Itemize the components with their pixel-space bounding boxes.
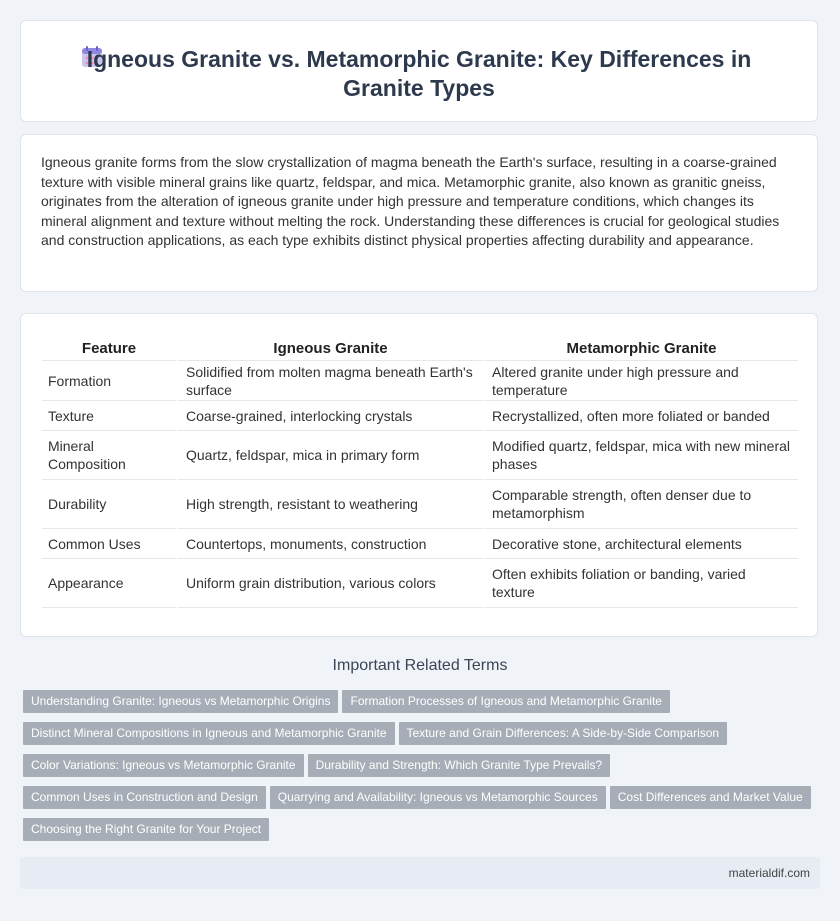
related-term-tag[interactable]: Texture and Grain Differences: A Side-by-Side Comparison [399,722,728,745]
related-terms-list [23,690,823,850]
table-row [42,401,798,431]
table-row [42,361,798,401]
related-term-tag[interactable]: Quarrying and Availability: Igneous vs Metamorphic Sources [270,786,606,809]
table-cell-metamorphic: Modified quartz, feldspar, mica with new mineral phases [482,431,798,480]
table-row [42,529,798,559]
table-cell-feature: Common Uses [42,529,176,559]
footer [20,857,820,889]
table-cell-feature: Appearance [42,559,176,608]
table-cell-metamorphic: Decorative stone, architectural elements [482,529,798,559]
related-terms-heading: Important Related Terms [332,657,508,674]
table-cell-metamorphic: Recrystallized, often more foliated or banded [482,401,798,431]
table-row [42,480,798,529]
related-term-tag[interactable]: Choosing the Right Granite for Your Project [23,818,269,841]
header-card [20,20,818,122]
table-cell-feature: Mineral Composition [42,431,176,480]
footer-site-link[interactable]: materialdif.com [728,866,810,880]
table-cell-feature: Durability [42,480,176,529]
table-cell-igneous: Uniform grain distribution, various colors [176,559,482,608]
related-term-tag[interactable]: Durability and Strength: Which Granite Type Prevails? [308,754,611,777]
column-header-igneous: Igneous Granite [176,334,482,361]
table-cell-metamorphic: Altered granite under high pressure and temperature [482,361,798,401]
table-cell-igneous: Solidified from molten magma beneath Earth's surface [176,361,482,401]
table-cell-igneous: Quartz, feldspar, mica in primary form [176,431,482,480]
table-cell-metamorphic: Often exhibits foliation or banding, varied texture [482,559,798,608]
table-header-row [42,334,798,361]
table-cell-feature: Formation [42,361,176,401]
intro-paragraph: Igneous granite forms from the slow crystallization of magma beneath the Earth's surface, resulting in a coarse-grained texture with visible mineral grains like quartz, feldspar, and mica. Metamorphic granite, also known as granitic gneiss, originates from the alteration of igneous granite under high pressure and temperature conditions, which changes its mineral alignment and texture without melting the rock. Understanding these differences is crucial for geological studies and construction applications, as each type exhibits distinct physical properties affecting durability and appearance. [41,154,780,249]
related-term-tag[interactable]: Understanding Granite: Igneous vs Metamorphic Origins [23,690,338,713]
table-cell-feature: Texture [42,401,176,431]
table-cell-metamorphic: Comparable strength, often denser due to metamorphism [482,480,798,529]
table-cell-igneous: Countertops, monuments, construction [176,529,482,559]
related-term-tag[interactable]: Formation Processes of Igneous and Metamorphic Granite [342,690,669,713]
related-term-tag[interactable]: Distinct Mineral Compositions in Igneous and Metamorphic Granite [23,722,395,745]
table-row [42,431,798,480]
column-header-feature: Feature [42,334,176,361]
table-row [42,559,798,608]
related-term-tag[interactable]: Common Uses in Construction and Design [23,786,266,809]
table-cell-igneous: High strength, resistant to weathering [176,480,482,529]
table-cell-igneous: Coarse-grained, interlocking crystals [176,401,482,431]
comparison-table-card [20,313,818,637]
intro-card [20,134,818,292]
related-term-tag[interactable]: Cost Differences and Market Value [610,786,811,809]
comparison-table [42,334,798,608]
column-header-metamorphic: Metamorphic Granite [482,334,798,361]
related-term-tag[interactable]: Color Variations: Igneous vs Metamorphic Granite [23,754,304,777]
page-title: Igneous Granite vs. Metamorphic Granite: Key Differences in Granite Types [86,46,752,101]
